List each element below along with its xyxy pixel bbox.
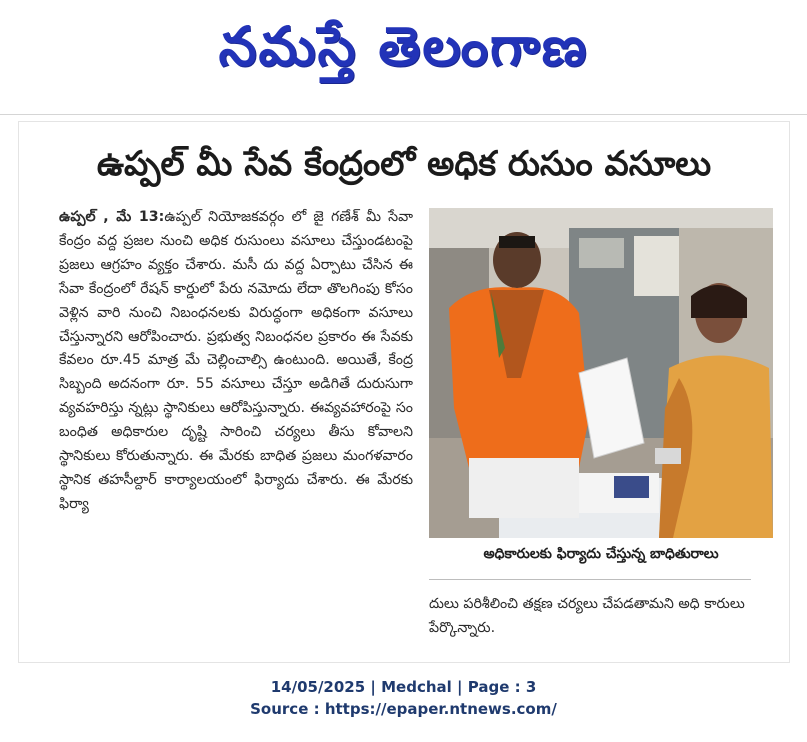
- footer-source: Source : https://epaper.ntnews.com/: [250, 700, 557, 718]
- footer-meta: [0, 676, 807, 698]
- article-text: ఉప్పల్ నియోజకవర్గం లో జై గణేశ్ మీ సేవా కేంద్రం వద్ద ప్రజల నుంచి అధిక రుసుంలు వసూలు చేస్తుండటంపై ప్రజలు ఆగ్రహం వ్యక్తం చేశారు. మసీ దు వద్ద ఏర్పాటు చేసిన ఈ సేవా కేంద్రంలో రేషన్ కార్డులో పేరు నమోదు లేదా తొలగింపు కోసం వెళ్లిన వారి నుంచి నిబంధనలకు విరుద్ధంగా అధికంగా వసూలు చేస్తున్నారని ఆరోపించారు. ప్రభుత్వ నిబంధనల ప్రకారం ఈ సేవకు కేవలం రూ.45 మాత్ర మే చెల్లించాల్సి ఉంటుంది. అయితే, కేంద్ర సిబ్బంది అదనంగా రూ. 55 వసూలు చేస్తూ అడిగితే దురుసుగా వ్యవహరిస్తు న్నట్లు స్థానికులు ఆరోపిస్తున్నారు. ఈవ్యవహారంపై సం బంధిత అధికారుల దృష్టి సారించి చర్యలు తీసు కోవాలని స్థానికులు కోరుతున్నారు. ఈ మేరకు బాధిత ప్రజలు మంగళవారం స్థానిక తహసీల్దార్ కార్యాలయంలో ఫిర్యాదు చేశారు. ఈ మేరకు ఫిర్యా: [59, 209, 413, 512]
- article-continuation: [429, 592, 773, 640]
- footer-edition: Medchal: [381, 678, 452, 696]
- footer-page: Page : 3: [467, 678, 537, 696]
- newspaper-logo: నమస్తే తెలంగాణ: [218, 14, 589, 78]
- photo-illustration: [429, 208, 773, 538]
- footer-separator: |: [457, 678, 463, 696]
- article-headline: ఉప్పల్ మీ సేవ కేంద్రంలో అధిక రుసుం వసూలు: [96, 144, 712, 184]
- masthead: [0, 0, 807, 112]
- caption-divider: [429, 579, 751, 580]
- footer-separator: |: [370, 678, 376, 696]
- news-clipping: [18, 121, 790, 663]
- article-dateline: ఉప్పల్ , మే 13:: [59, 209, 165, 225]
- masthead-divider: [0, 114, 807, 115]
- article-paragraph: [59, 206, 413, 517]
- article-body: [59, 206, 413, 517]
- photo-caption: అధికారులకు ఫిర్యాదు చేస్తున్న బాధితురాలు: [483, 546, 719, 562]
- footer-date: 14/05/2025: [270, 678, 366, 696]
- news-photo: [429, 208, 773, 538]
- source-footer: [0, 676, 807, 720]
- continuation-text: దులు పరిశీలించి తక్షణ చర్యలు చేపడతామని అధి కారులు పేర్కొన్నారు.: [429, 596, 745, 636]
